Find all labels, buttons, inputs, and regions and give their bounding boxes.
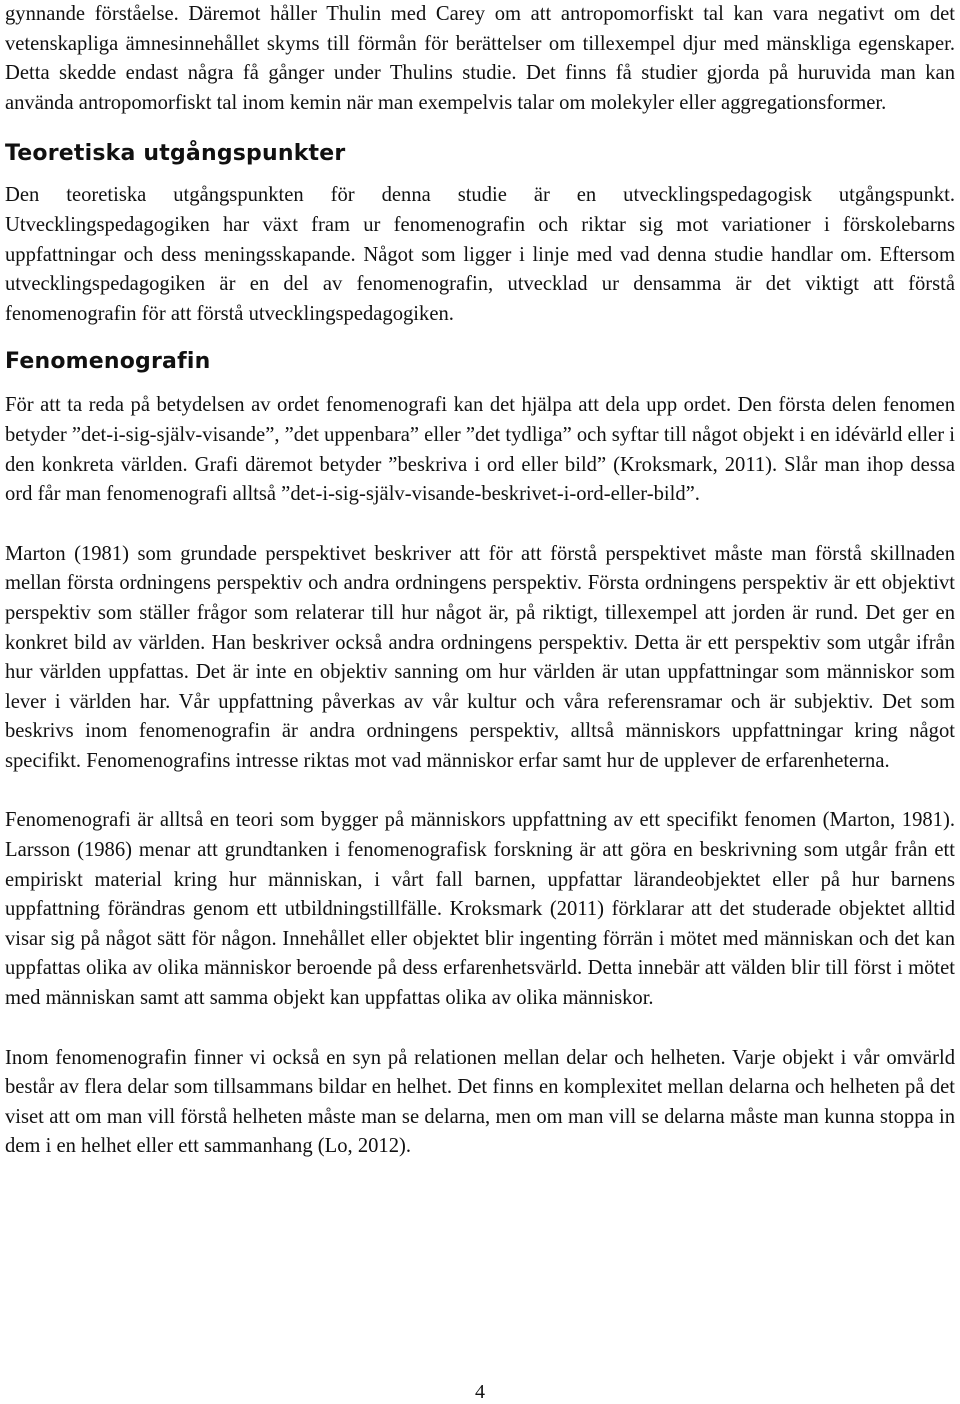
- document-page: [5, 0, 955, 1404]
- section-heading-fenomenografin: Fenomenografin: [5, 349, 211, 375]
- intro-paragraph: gynnande förståelse. Däremot håller Thulin med Carey om att antropomorfiskt tal kan vara negativt om det vetenskapliga ämnesinnehållet skyms till förmån för berättelser om tillexempel djur med mänskliga egenskaper. Detta skedde endast några få gånger under Thulins studie. Det finns få studier gjorda på huruvida man kan använda antropomorfiskt tal inom kemin när man exempelvis talar om molekyler eller aggregationsformer.: [5, 3, 955, 114]
- phenomenography-paragraph-3: Fenomenografi är alltså en teori som bygger på människors uppfattning av ett specifikt fenomen (Marton, 1981). Larsson (1986) menar att grundtanken i fenomenografisk forskning är att göra en beskrivning som utgår från ett empiriskt material kring hur människan, i vårt fall barnen, uppfattar lärandeobjektet eller på hur barnens uppfattning förändras genom ett utbildningstillfälle. Kroksmark (2011) förklarar att det studerade objektet alltid visar sig på något sätt för någon. Innehållet eller objektet blir ingenting förrän i mötet med människan och det kan uppfattas olika av olika människor beroende på dess erfarenhetsvärld. Detta innebär att välden blir till först i mötet med människan samt att samma objekt kan uppfattas olika av olika människor.: [5, 809, 955, 1010]
- theory-paragraph: Den teoretiska utgångspunkten för denna studie är en utvecklingspedagogisk utgångspunkt. Utvecklingspedagogiken har växt fram ur fenomenografin och riktar sig mot variationer i förskolebarns uppfattningar och dess meningsskapande. Något som ligger i linje med vad denna studie handlar om. Eftersom utvecklingspedagogiken är en del av fenomenografin, utvecklad ur densamma är det viktigt att förstå fenomenografin för att förstå utvecklingspedagogiken.: [5, 184, 955, 325]
- phenomenography-paragraph-1: För att ta reda på betydelsen av ordet fenomenografi kan det hjälpa att dela upp ordet. Den första delen fenomen betyder ”det-i-sig-själv-visande”, ”det uppenbara” eller ”det tydliga” och syftar till något objekt i en idévärld eller i den konkreta världen. Grafi däremot betyder ”beskriva i ord eller bild” (Kroksmark, 2011). Slår man ihop dessa ord får man fenomenografi alltså ”det-i-sig-själv-visande-beskrivet-i-ord-eller-bild”.: [5, 394, 955, 506]
- phenomenography-paragraph-4: Inom fenomenografin finner vi också en syn på relationen mellan delar och helheten. Varje objekt i vår omvärld består av flera delar som tillsammans bildar en helhet. Det finns en komplexitet mellan delarna och helheten på det viset att om man vill förstå helheten måste man se delarna, men om man vill se delarna måste man kunna stoppa in dem i en helhet eller ett sammanhang (Lo, 2012).: [5, 1046, 955, 1158]
- page-number: 4: [475, 1381, 485, 1403]
- section-heading-teoretiska: Teoretiska utgångspunkter: [5, 141, 346, 167]
- phenomenography-paragraph-2: Marton (1981) som grundade perspektivet beskriver att för att förstå perspektivet måste man förstå skillnaden mellan första ordningens perspektiv och andra ordningens perspektiv. Första ordningens perspektiv är ett objektivt perspektiv som ställer frågor som relaterar till hur något är, på riktigt, tillexempel att jorden är rund. Det ger en konkret bild av världen. Han beskriver också andra ordningens perspektiv. Detta är ett perspektiv som utgår ifrån hur världen uppfattas. Det är inte en objektiv sanning om hur världen är utan uppfattningar som människor som lever i världen har. Vår uppfattning påverkas av vår kultur och våra referensramar och är subjektiv. Det som beskrivs inom fenomenografin är andra ordningens perspektiv, alltså människors uppfattningar kring något specifikt. Fenomenografins intresse riktas mot vad människor erfar samt hur de upplever de erfarenheterna.: [5, 542, 955, 772]
